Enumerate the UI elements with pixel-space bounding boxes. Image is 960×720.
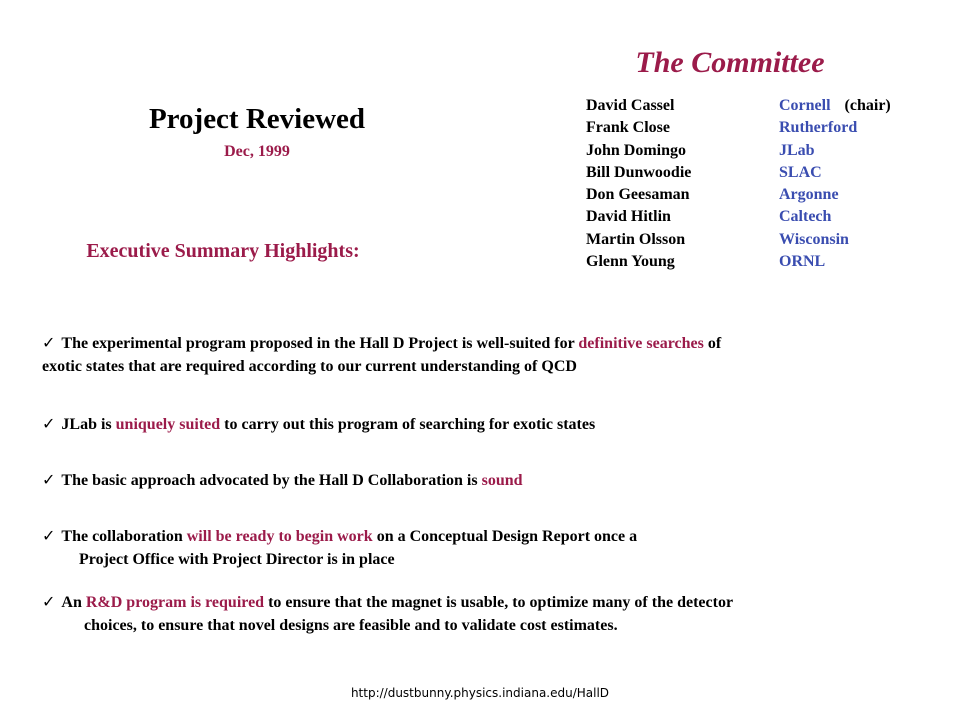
bullet-item — [42, 413, 922, 437]
committee-member — [586, 206, 926, 228]
bullet-continuation: exotic states that are required according to our current understanding of QCD — [42, 357, 577, 375]
committee-list — [586, 95, 926, 273]
footer-url[interactable]: http://dustbunny.physics.indiana.edu/HallD — [350, 686, 610, 700]
member-institution: Caltech — [779, 208, 832, 226]
committee-member — [586, 184, 926, 206]
bullet-text: The basic approach advocated by the Hall D Collaboration is — [61, 472, 482, 489]
member-name: David Cassel — [586, 97, 675, 114]
bullet-continuation: choices, to ensure that novel designs are feasible and to validate cost estimates. — [84, 616, 618, 634]
bullet-highlight: sound — [481, 472, 523, 489]
bullet-highlight: definitive searches — [578, 335, 704, 352]
member-name: Frank Close — [586, 119, 670, 137]
member-institution: Argonne — [779, 186, 839, 204]
member-name: Martin Olsson — [586, 230, 686, 248]
bullet-text: to carry out this program of searching for exotic states — [220, 416, 596, 433]
bullet-highlight: will be ready to begin work — [186, 528, 373, 545]
member-role: (chair) — [844, 97, 891, 114]
committee-title: The Committee — [635, 46, 825, 79]
bullet-text: An — [61, 594, 86, 611]
committee-member — [586, 162, 926, 184]
bullet-text: The collaboration — [61, 528, 187, 545]
bullet-text: The experimental program proposed in the Hall D Project is well-suited for — [61, 335, 579, 352]
bullet-item — [42, 591, 922, 637]
page-title: Project Reviewed — [148, 103, 366, 135]
bullet-text: to ensure that the magnet is usable, to optimize many of the detector — [264, 594, 734, 611]
committee-member — [586, 117, 926, 139]
committee-member — [586, 251, 926, 273]
member-institution: ORNL — [779, 253, 826, 271]
review-date: Dec, 1999 — [224, 143, 290, 160]
check-icon: ✓ — [42, 470, 56, 489]
member-name: Glenn Young — [586, 253, 675, 271]
bullet-highlight: R&D program is required — [85, 594, 265, 611]
bullet-item — [42, 469, 922, 493]
bullet-text: of — [703, 335, 722, 352]
member-institution: JLab — [779, 141, 815, 159]
summary-heading: Executive Summary Highlights: — [86, 240, 360, 262]
committee-member — [586, 140, 926, 162]
bullet-item — [42, 525, 922, 571]
bullet-continuation: Project Office with Project Director is in place — [79, 550, 395, 568]
member-name: David Hitlin — [586, 208, 671, 226]
committee-member — [586, 95, 926, 117]
check-icon: ✓ — [42, 526, 56, 545]
member-institution: SLAC — [779, 163, 822, 181]
check-icon: ✓ — [42, 333, 56, 352]
member-name: Don Geesaman — [586, 186, 690, 204]
member-name: John Domingo — [586, 141, 687, 159]
check-icon: ✓ — [42, 414, 56, 433]
member-institution: Rutherford — [779, 119, 858, 137]
bullet-text: JLab is — [61, 416, 116, 433]
member-institution: Cornell — [779, 97, 831, 114]
member-institution: Wisconsin — [779, 230, 849, 248]
bullet-text: on a Conceptual Design Report once a — [372, 528, 638, 545]
bullet-item — [42, 332, 922, 378]
check-icon: ✓ — [42, 592, 56, 611]
member-name: Bill Dunwoodie — [586, 163, 692, 181]
bullet-highlight: uniquely suited — [115, 416, 221, 433]
committee-member — [586, 229, 926, 251]
